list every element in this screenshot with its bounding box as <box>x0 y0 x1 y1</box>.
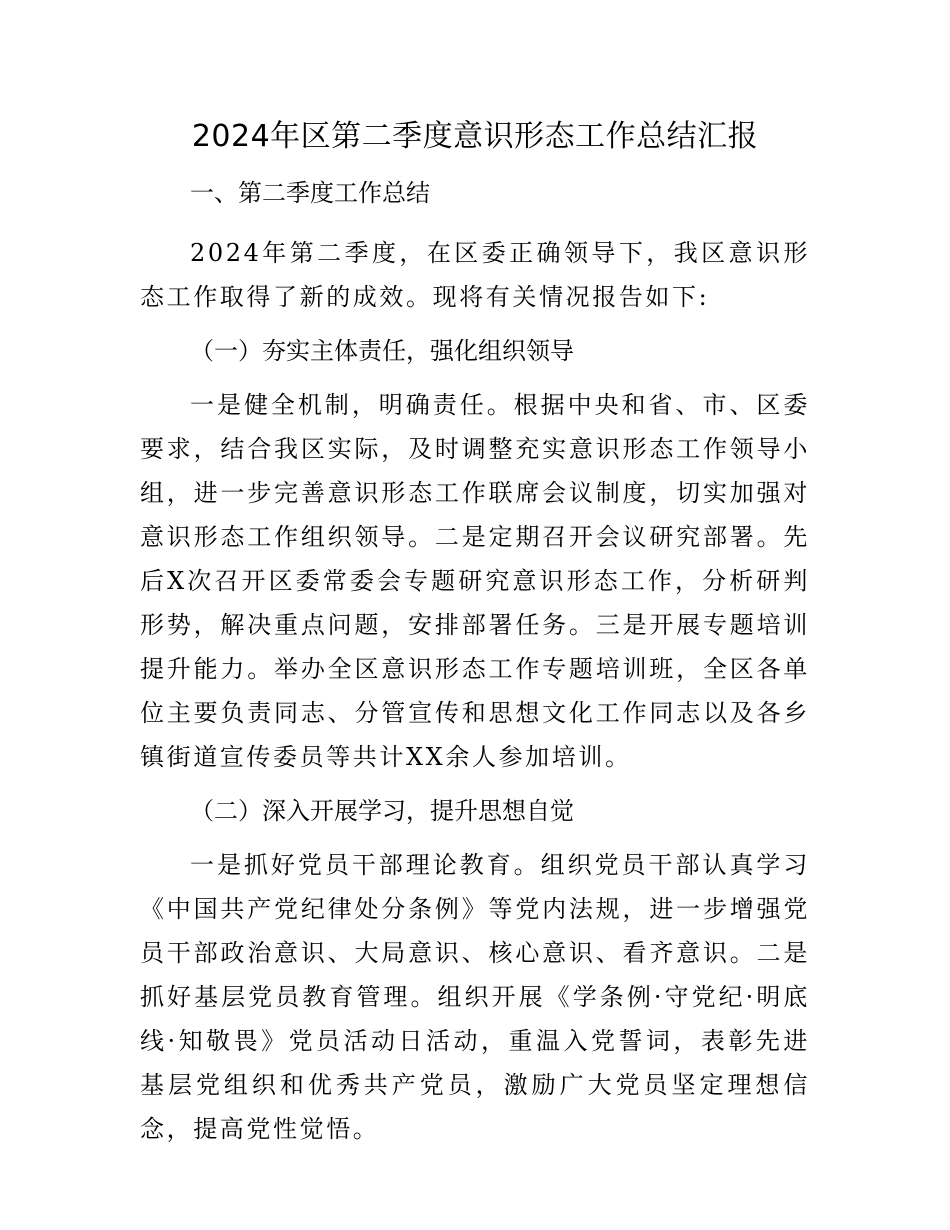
subsection-1-paragraph: 一是健全机制，明确责任。根据中央和省、市、区委要求，结合我区实际，及时调整充实意识形态工作领导小组，进一步完善意识形态工作联席会议制度，切实加强对意识形态工作组织领导。二是定期召开会议研究部署。先后X次召开区委常委会专题研究意识形态工作，分析研判形势，解决重点问题，安排部署任务。三是开展专题培训提升能力。举办全区意识形态工作专题培训班，全区各单位主要负责同志、分管宣传和思想文化工作同志以及各乡镇街道宣传委员等共计XX余人参加培训。 <box>140 391 810 771</box>
subsection-1-heading: （一）夯实主体责任，强化组织领导 <box>190 337 574 365</box>
subsection-2-heading: （二）深入开展学习，提升思想自觉 <box>190 797 574 825</box>
subsection-2-paragraph: 一是抓好党员干部理论教育。组织党员干部认真学习《中国共产党纪律处分条例》等党内法规，进一步增强党员干部政治意识、大局意识、核心意识、看齐意识。二是抓好基层党员教育管理。组织开展《学条例·守党纪·明底线·知敬畏》党员活动日活动，重温入党誓词，表彰先进基层党组织和优秀共产党员，激励广大党员坚定理想信念，提高党性觉悟。 <box>140 851 810 1143</box>
section-1-heading: 一、第二季度工作总结 <box>190 179 430 207</box>
document-title: 2024年区第二季度意识形态工作总结汇报 <box>191 119 759 154</box>
spacer <box>140 373 810 383</box>
spacer <box>140 219 810 231</box>
spacer <box>140 779 810 789</box>
intro-paragraph: 2024年第二季度，在区委正确领导下，我区意识形态工作取得了新的成效。现将有关情况报告如下: <box>140 239 810 311</box>
spacer <box>140 319 810 329</box>
spacer <box>140 833 810 843</box>
document-body <box>140 112 810 1151</box>
